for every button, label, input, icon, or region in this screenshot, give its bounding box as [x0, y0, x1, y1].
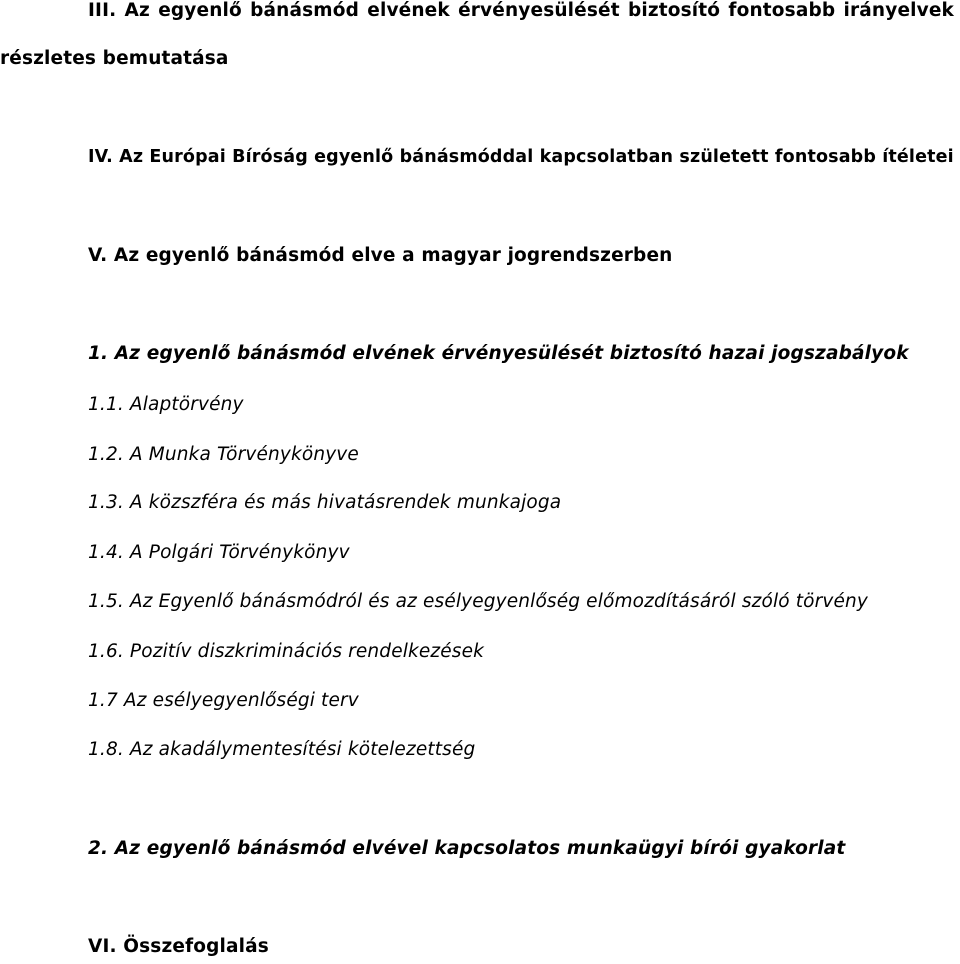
- heading-v: V. Az egyenlő bánásmód elve a magyar jogrendszerben: [88, 245, 673, 266]
- section-2-heading: 2. Az egyenlő bánásmód elvével kapcsolatos munkaügyi bírói gyakorlat: [88, 838, 846, 859]
- heading-vi: VI. Összefoglalás: [88, 936, 269, 957]
- section-1-7: 1.7 Az esélyegyenlőségi terv: [88, 690, 359, 711]
- heading-iii-line-1: III. Az egyenlő bánásmód elvének érvényesülését biztosító fontosabb irányelvek: [88, 0, 954, 21]
- section-1-8: 1.8. Az akadálymentesítési kötelezettség: [88, 739, 476, 760]
- heading-iii-line-2: részletes bemutatása: [0, 48, 229, 69]
- section-1-5: 1.5. Az Egyenlő bánásmódról és az esélyegyenlőség előmozdításáról szóló törvény: [88, 591, 868, 612]
- section-1-4: 1.4. A Polgári Törvénykönyv: [88, 542, 350, 563]
- section-1-2: 1.2. A Munka Törvénykönyve: [88, 444, 359, 465]
- section-1-3: 1.3. A közszféra és más hivatásrendek munkajoga: [88, 492, 562, 513]
- section-1-heading: 1. Az egyenlő bánásmód elvének érvényesülését biztosító hazai jogszabályok: [88, 343, 909, 364]
- section-1-1: 1.1. Alaptörvény: [88, 394, 244, 415]
- heading-iv: IV. Az Európai Bíróság egyenlő bánásmóddal kapcsolatban született fontosabb ítéletei: [88, 147, 954, 167]
- section-1-6: 1.6. Pozitív diszkriminációs rendelkezések: [88, 641, 484, 662]
